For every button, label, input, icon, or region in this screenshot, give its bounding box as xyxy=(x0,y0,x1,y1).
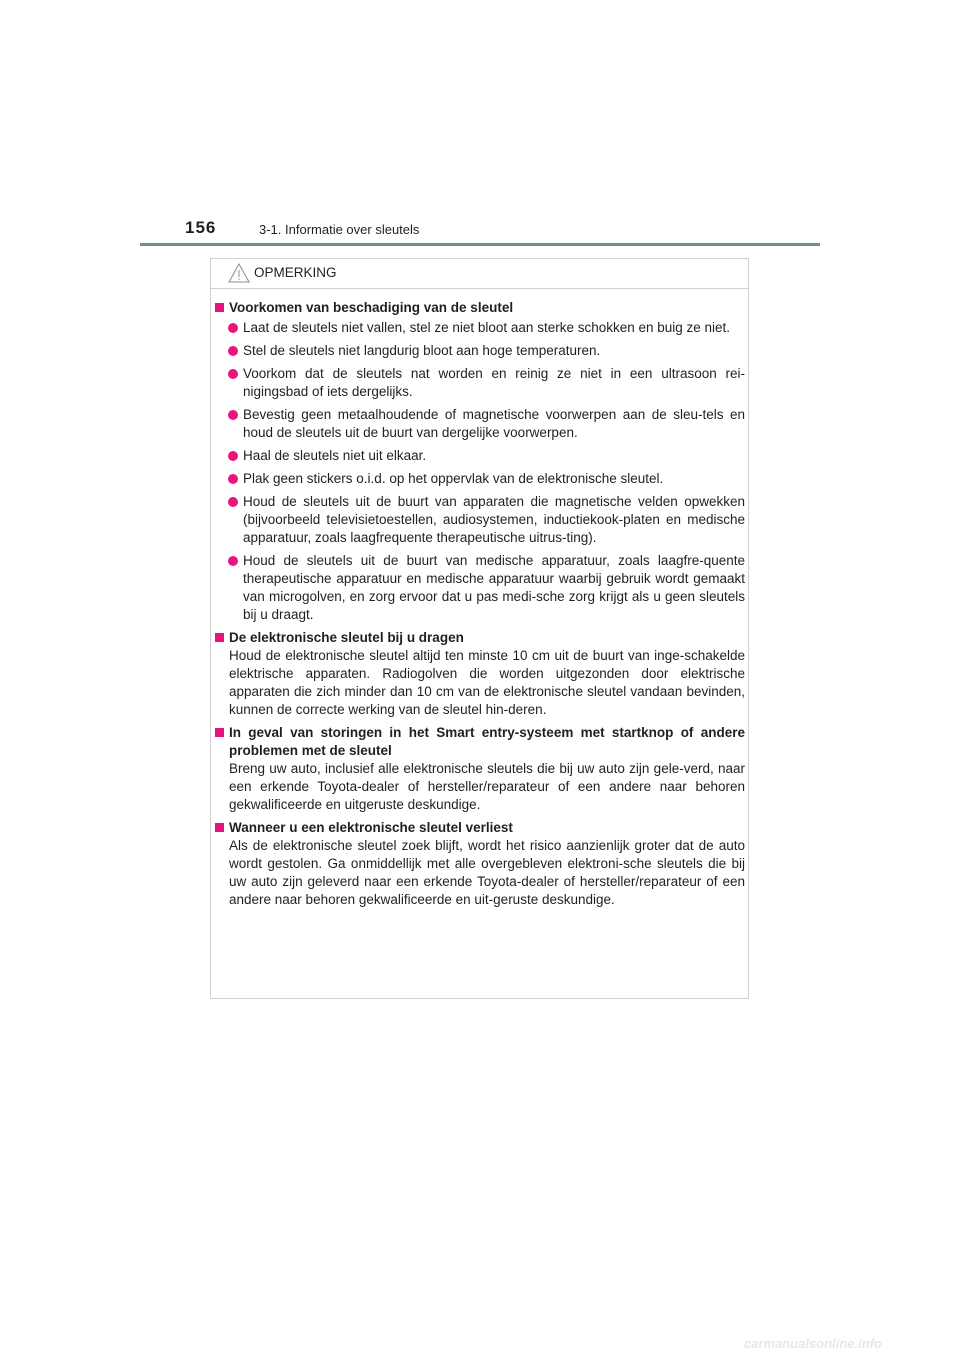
round-bullet-icon xyxy=(228,451,238,461)
bullet-list xyxy=(215,319,745,624)
header-rule xyxy=(140,243,820,246)
round-bullet-icon xyxy=(228,346,238,356)
section-title: De elektronische sleutel bij u dragen xyxy=(229,630,464,645)
section-title: In geval van storingen in het Smart entry-systeem met startknop of andere problemen met de sleutel xyxy=(229,725,745,758)
section-title: 3-1. Informatie over sleutels xyxy=(259,222,420,237)
section-body: Houd de elektronische sleutel altijd ten minste 10 cm uit de buurt van inge-schakelde elektrische apparaten. Radiogolven die worden uitgezonden door elektrische apparaten die zich minder dan 10 cm van de elektronische sleutel vandaan bevinden, kunnen de correcte werking van de sleutel hin-deren. xyxy=(229,648,745,717)
square-bullet-icon xyxy=(215,303,224,312)
round-bullet-icon xyxy=(228,410,238,420)
square-bullet-icon xyxy=(215,633,224,642)
warning-triangle-icon xyxy=(228,263,250,283)
notice-header xyxy=(211,259,748,289)
notice-label: OPMERKING xyxy=(254,265,337,280)
list-item: Laat de sleutels niet vallen, stel ze niet bloot aan sterke schokken en buig ze niet. xyxy=(215,319,745,337)
section-body: Als de elektronische sleutel zoek blijft, wordt het risico aanzienlijk groter dat de auto wordt gestolen. Ga onmiddellijk met alle overgebleven elektroni-sche sleutels die bij uw auto zijn geleverd naar een erkende Toyota-dealer of hersteller/reparateur of een andere naar behoren gekwalificeerde en uit-geruste deskundige. xyxy=(229,838,745,907)
square-bullet-icon xyxy=(215,728,224,737)
list-item: Voorkom dat de sleutels nat worden en reinig ze niet in een ultrasoon rei-nigingsbad of iets dergelijks. xyxy=(215,365,745,401)
list-item: Bevestig geen metaalhoudende of magnetische voorwerpen aan de sleu-tels en houd de sleutels uit de buurt van dergelijke voorwerpen. xyxy=(215,406,745,442)
watermark: carmanualsonline.info xyxy=(744,1336,882,1351)
list-item: Stel de sleutels niet langdurig bloot aan hoge temperaturen. xyxy=(215,342,745,360)
section-damage-prevention xyxy=(215,299,745,624)
round-bullet-icon xyxy=(228,323,238,333)
section-malfunction xyxy=(215,724,745,814)
page-header xyxy=(185,218,825,242)
list-item: Houd de sleutels uit de buurt van medische apparatuur, zoals laagfre-quente therapeutische apparatuur en medische apparatuur waarbij gebruik wordt gemaakt van microgolven, en zorg ervoor dat u pas medi-sche zorg krijgt als u geen sleutels bij u draagt. xyxy=(215,552,745,624)
list-item: Houd de sleutels uit de buurt van apparaten die magnetische velden opwekken (bijvoorbeeld televisietoestellen, audiosystemen, inductiekook-platen en medische apparatuur, zoals laagfrequente therapeutische uitrus-ting). xyxy=(215,493,745,547)
round-bullet-icon xyxy=(228,497,238,507)
list-item: Plak geen stickers o.i.d. op het oppervlak van de elektronische sleutel. xyxy=(215,470,745,488)
list-item: Haal de sleutels niet uit elkaar. xyxy=(215,447,745,465)
page-number: 156 xyxy=(185,218,217,237)
section-carrying-key xyxy=(215,629,745,719)
square-bullet-icon xyxy=(215,823,224,832)
section-lost-key xyxy=(215,819,745,909)
section-title: Voorkomen van beschadiging van de sleutel xyxy=(229,300,514,315)
round-bullet-icon xyxy=(228,474,238,484)
round-bullet-icon xyxy=(228,556,238,566)
section-title: Wanneer u een elektronische sleutel verliest xyxy=(229,820,513,835)
notice-content xyxy=(215,299,745,914)
round-bullet-icon xyxy=(228,369,238,379)
notice-box xyxy=(210,258,749,999)
section-body: Breng uw auto, inclusief alle elektronische sleutels die bij uw auto zijn gele-verd, naar een erkende Toyota-dealer of hersteller/reparateur of een andere naar behoren gekwalificeerde en uitgeruste deskundige. xyxy=(229,761,745,812)
